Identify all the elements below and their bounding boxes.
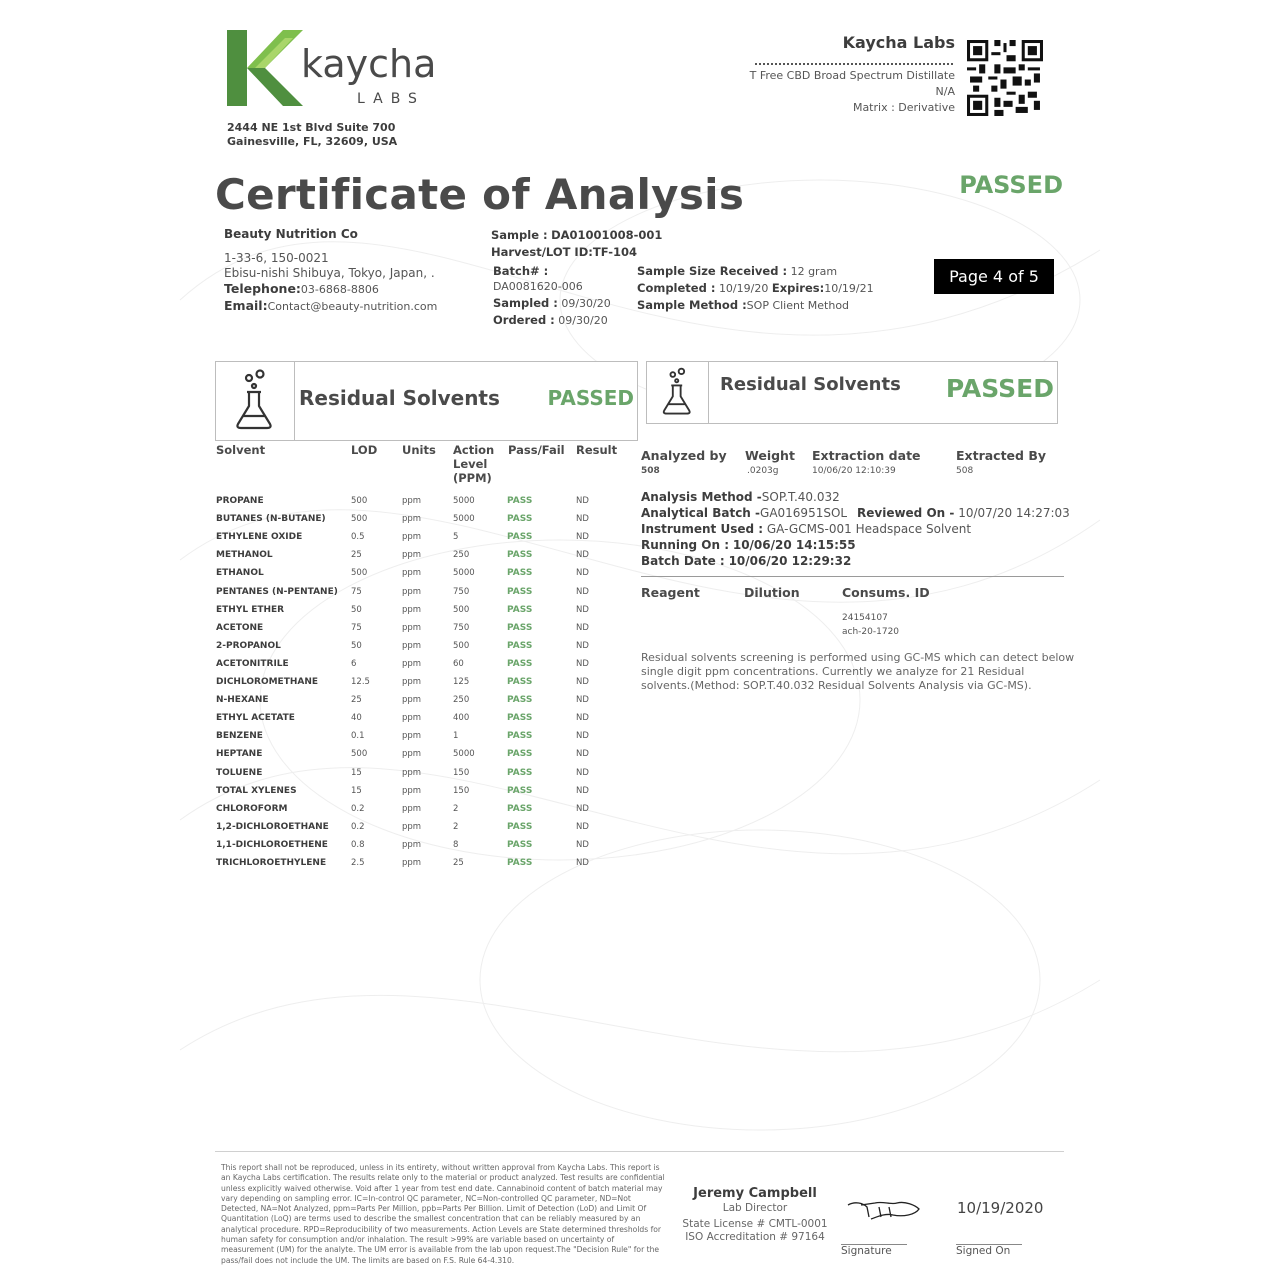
reagent-label: Reagent — [641, 585, 700, 600]
sample-label: Sample : — [491, 228, 548, 242]
solvent-name: ETHYL ETHER — [216, 604, 285, 615]
solvent-pass-fail: PASS — [507, 695, 533, 706]
email-value: Contact@beauty-nutrition.com — [267, 300, 438, 313]
consums-label: Consums. ID — [842, 585, 930, 600]
solvent-result: ND — [576, 839, 589, 850]
col-action-line3: (PPM) — [453, 471, 492, 485]
solvent-lod: 500 — [351, 749, 368, 760]
size-value: 12 gram — [790, 265, 838, 278]
table-row — [216, 605, 636, 619]
solvent-action-level: 250 — [453, 550, 470, 561]
solvent-result: ND — [576, 550, 589, 561]
solvent-lod: 500 — [351, 568, 368, 579]
email-label: Email: — [224, 298, 268, 313]
analytical-batch-value: GA016951SOL — [760, 506, 848, 520]
size-label: Sample Size Received : — [637, 264, 788, 278]
method-value: SOP Client Method — [746, 299, 850, 312]
solvent-units: ppm — [402, 622, 422, 633]
page-title: Certificate of Analysis — [215, 170, 745, 219]
solvent-action-level: 500 — [453, 604, 470, 615]
analyzed-by-label: Analyzed by — [641, 448, 727, 463]
left-panel-status: PASSED — [547, 386, 634, 410]
batch-info — [493, 263, 611, 329]
solvent-action-level: 125 — [453, 677, 470, 687]
solvent-result: ND — [576, 785, 589, 796]
solvent-pass-fail: PASS — [507, 622, 533, 633]
solvent-name: ACETONITRILE — [216, 658, 289, 669]
right-panel-status: PASSED — [945, 374, 1054, 403]
reviewed-on-value: 10/07/20 14:27:03 — [958, 506, 1070, 520]
solvent-name: N-HEXANE — [216, 695, 269, 706]
table-row — [216, 804, 636, 818]
solvent-name: ETHYLENE OXIDE — [216, 532, 303, 543]
solvent-units: ppm — [402, 586, 422, 597]
solvent-pass-fail: PASS — [507, 532, 533, 543]
solvent-pass-fail: PASS — [507, 713, 533, 724]
solvent-lod: 0.1 — [351, 731, 365, 742]
solvent-action-level: 1 — [453, 731, 459, 742]
running-on — [641, 538, 856, 552]
lab-name: Kaycha Labs — [842, 33, 955, 52]
method-note-line1: Residual solvents screening is performed using GC-MS which can detect below — [641, 651, 1075, 664]
logo-word: kaycha — [301, 42, 437, 86]
solvent-action-level: 8 — [453, 839, 459, 850]
ordered-label: Ordered : — [493, 313, 555, 327]
disclaimer-text: This report shall not be reproduced, unless in its entirety, without written approval from Kaycha Labs. This report is an Kaycha Labs certification. The results relate only to the material or product analyzed. Test results are confidential unless explicitly waived otherwise. Void after 1 year from test end date. Cannabinoid content of batch material may vary depending on sampling error. IC=In-control QC parameter, NC=Non-controlled QC parameter, ND=Not Detected, NA=Not Analyzed, ppm=Parts Per Million, ppb=Parts Per Billion. Limit of Detection (LoD) and Limit Of Quantitation (LoQ) are terms used to describe the smallest concentration that can be reliably measured by an analytical procedure. RPD=Reproducibility of two measurements. Action Levels are State determined thresholds for human safety for consumption and/or inhalation. The result >99% are variable based on uncertainty of measurement (UM) for the analyte. The UM error is available from the lab upon request.The "Decision Rule" for the pass/fail does not include the UM. The limits are based on F.S. Rule 64-4.310. — [221, 1163, 665, 1265]
analysis-method-value: SOP.T.40.032 — [761, 490, 840, 504]
solvent-name: ACETONE — [216, 622, 264, 633]
signature-image-icon — [845, 1195, 925, 1225]
solvent-pass-fail: PASS — [507, 604, 533, 615]
footer-divider — [215, 1151, 1064, 1152]
batch-label: Batch# : — [493, 264, 549, 278]
solvent-pass-fail: PASS — [507, 658, 533, 669]
solvent-units: ppm — [402, 713, 422, 724]
solvent-name: BENZENE — [216, 731, 263, 742]
solvent-lod: 0.8 — [351, 839, 365, 850]
analytical-batch — [641, 506, 847, 520]
right-panel-title: Residual Solvents — [720, 374, 901, 395]
reviewed-on — [857, 506, 1070, 520]
solvent-lod: 75 — [351, 586, 362, 597]
solvent-result: ND — [576, 749, 589, 760]
solvent-units: ppm — [402, 514, 422, 525]
solvent-result: ND — [576, 677, 589, 687]
lab-address-line1: 2444 NE 1st Blvd Suite 700 — [227, 121, 396, 134]
solvent-result: ND — [576, 803, 589, 814]
solvent-action-level: 750 — [453, 586, 470, 597]
col-passfail: Pass/Fail — [508, 443, 565, 457]
product-matrix: Matrix : Derivative — [852, 101, 955, 114]
consums-id-2: ach-20-1720 — [842, 627, 900, 637]
expires-label: Expires: — [771, 281, 825, 295]
table-row — [216, 840, 636, 854]
solvent-result: ND — [576, 640, 589, 651]
reviewed-on-label: Reviewed On - — [857, 506, 955, 520]
solvent-result: ND — [576, 532, 589, 543]
solvent-pass-fail: PASS — [507, 496, 533, 506]
solvent-lod: 0.2 — [351, 803, 365, 814]
sample-info — [491, 227, 662, 261]
col-action-level — [453, 443, 494, 485]
lab-divider — [755, 63, 953, 65]
signed-on-label: Signed On — [956, 1245, 1011, 1257]
flask-icon — [647, 362, 708, 423]
weight-label: Weight — [745, 448, 795, 463]
sampled-value: 09/30/20 — [561, 297, 611, 310]
batch-date-value: 10/06/20 12:29:32 — [728, 554, 852, 568]
solvent-pass-fail: PASS — [507, 586, 533, 597]
solvent-name: DICHLOROMETHANE — [216, 677, 319, 687]
solvent-result: ND — [576, 821, 589, 832]
col-action-line2: Level — [453, 457, 488, 471]
solvent-name: HEPTANE — [216, 749, 263, 760]
instrument-used — [641, 522, 971, 536]
solvent-units: ppm — [402, 803, 422, 814]
solvent-lod: 500 — [351, 514, 368, 525]
left-panel-header — [215, 361, 638, 441]
extracted-by-label: Extracted By — [956, 448, 1047, 463]
solvent-action-level: 250 — [453, 695, 470, 706]
solvent-lod: 12.5 — [351, 677, 370, 687]
table-row — [216, 786, 636, 800]
extraction-date-label: Extraction date — [812, 448, 921, 463]
kaycha-k-mark-icon — [225, 28, 305, 108]
instrument-value: GA-GCMS-001 Headspace Solvent — [766, 522, 972, 536]
solvent-name: PENTANES (N-PENTANE) — [216, 586, 338, 597]
solvent-name: 2-PROPANOL — [216, 640, 281, 651]
signed-date: 10/19/2020 — [957, 1199, 1044, 1217]
solvent-action-level: 150 — [453, 785, 470, 796]
sampled-label: Sampled : — [493, 296, 558, 310]
solvent-action-level: 150 — [453, 767, 470, 778]
solvent-lod: 75 — [351, 622, 362, 633]
solvent-action-level: 2 — [453, 821, 459, 832]
solvent-units: ppm — [402, 568, 422, 579]
table-row — [216, 568, 636, 582]
completed-value: 10/19/20 — [718, 282, 769, 295]
solvent-pass-fail: PASS — [507, 514, 533, 525]
col-solvent: Solvent — [216, 443, 266, 457]
lot-label: Harvest/LOT ID: — [491, 245, 593, 259]
flask-icon — [216, 362, 294, 440]
solvent-pass-fail: PASS — [507, 858, 533, 868]
solvent-action-level: 500 — [453, 640, 470, 651]
consums-id-1: 24154107 — [842, 613, 888, 623]
lot-value: TF-104 — [592, 245, 637, 259]
sample-id: DA01001008-001 — [551, 228, 663, 242]
solvent-units: ppm — [402, 858, 422, 868]
solvent-name: TRICHLOROETHYLENE — [216, 858, 327, 868]
solvent-action-level: 400 — [453, 713, 470, 724]
solvent-lod: 50 — [351, 640, 362, 651]
table-row — [216, 822, 636, 836]
product-name: T Free CBD Broad Spectrum Distillate — [749, 69, 955, 82]
left-panel-icon-cell — [216, 362, 295, 440]
solvent-pass-fail: PASS — [507, 640, 533, 651]
dilution-label: Dilution — [744, 585, 800, 600]
table-row — [216, 587, 636, 601]
col-units: Units — [402, 443, 436, 457]
solvent-units: ppm — [402, 640, 422, 651]
solvent-lod: 15 — [351, 767, 362, 778]
solvent-name: ETHYL ACETATE — [216, 713, 295, 724]
table-row — [216, 858, 636, 872]
analysis-method — [641, 490, 840, 504]
client-name: Beauty Nutrition Co — [224, 227, 358, 241]
batch-date — [641, 554, 851, 568]
completed-label: Completed : — [637, 281, 716, 295]
method-note-line2: single digit ppm concentrations. Currently we analyze for 21 Residual — [641, 665, 1025, 678]
analysis-method-label: Analysis Method - — [641, 490, 762, 504]
solvent-lod: 0.2 — [351, 821, 365, 832]
solvent-result: ND — [576, 604, 589, 615]
solvent-pass-fail: PASS — [507, 677, 533, 687]
solvent-result: ND — [576, 713, 589, 724]
solvent-pass-fail: PASS — [507, 731, 533, 742]
ordered-value: 09/30/20 — [558, 314, 608, 327]
solvent-pass-fail: PASS — [507, 749, 533, 760]
instrument-label: Instrument Used : — [641, 522, 764, 536]
solvent-pass-fail: PASS — [507, 839, 533, 850]
col-result: Result — [576, 443, 618, 457]
table-row — [216, 496, 636, 510]
solvent-result: ND — [576, 858, 589, 868]
method-label: Sample Method : — [637, 298, 747, 312]
solvent-name: CHLOROFORM — [216, 803, 288, 814]
solvent-result: ND — [576, 586, 589, 597]
table-row — [216, 713, 636, 727]
solvent-name: 1,2-DICHLOROETHANE — [216, 821, 329, 832]
solvent-units: ppm — [402, 532, 422, 543]
batch-value: DA0081620-006 — [493, 280, 583, 293]
solvent-pass-fail: PASS — [507, 821, 533, 832]
solvent-pass-fail: PASS — [507, 568, 533, 579]
analytical-batch-label: Analytical Batch - — [641, 506, 761, 520]
solvent-result: ND — [576, 695, 589, 706]
solvent-lod: 25 — [351, 550, 362, 561]
table-row — [216, 695, 636, 709]
solvent-result: ND — [576, 658, 589, 669]
solvent-name: TOTAL XYLENES — [216, 785, 297, 796]
table-header-rule — [215, 440, 636, 441]
kaycha-logo — [225, 28, 445, 118]
table-row — [216, 659, 636, 673]
solvent-pass-fail: PASS — [507, 785, 533, 796]
sample-dates — [637, 263, 874, 314]
solvent-action-level: 750 — [453, 622, 470, 633]
solvent-name: BUTANES (N-BUTANE) — [216, 514, 326, 525]
page-indicator: Page 4 of 5 — [934, 259, 1054, 294]
solvent-action-level: 5000 — [453, 749, 475, 760]
qr-code-icon — [967, 40, 1043, 116]
client-info — [224, 227, 437, 313]
solvent-units: ppm — [402, 695, 422, 706]
right-panel-header — [646, 361, 1058, 424]
solvent-result: ND — [576, 568, 589, 579]
solvent-lod: 25 — [351, 695, 362, 706]
telephone-label: Telephone: — [224, 281, 301, 296]
lab-address-line2: Gainesville, FL, 32609, USA — [227, 135, 398, 148]
weight-value: .0203g — [747, 466, 779, 476]
solvent-name: TOLUENE — [216, 767, 263, 778]
solvent-units: ppm — [402, 496, 422, 506]
solvent-result: ND — [576, 622, 589, 633]
solvent-pass-fail: PASS — [507, 550, 533, 561]
solvent-units: ppm — [402, 677, 422, 687]
left-panel-title: Residual Solvents — [299, 386, 500, 410]
right-panel-icon-cell — [647, 362, 709, 423]
product-na: N/A — [935, 85, 955, 98]
method-note — [641, 651, 1074, 693]
solvent-action-level: 5000 — [453, 514, 475, 525]
solvent-lod: 500 — [351, 496, 368, 506]
expires-value: 10/19/21 — [824, 282, 874, 295]
solvent-lod: 50 — [351, 604, 362, 615]
table-row — [216, 550, 636, 564]
solvent-name: 1,1-DICHLOROETHENE — [216, 839, 328, 850]
director-name: Jeremy Campbell — [693, 1186, 817, 1201]
method-note-line3: solvents.(Method: SOP.T.40.032 Residual Solvents Analysis via GC-MS). — [641, 679, 1032, 692]
table-row — [216, 623, 636, 637]
batch-date-label: Batch Date : — [641, 554, 725, 568]
solvent-units: ppm — [402, 658, 422, 669]
solvent-action-level: 5 — [453, 532, 459, 543]
solvent-name: ETHANOL — [216, 568, 264, 579]
solvent-name: PROPANE — [216, 496, 264, 506]
table-row — [216, 731, 636, 745]
solvent-result: ND — [576, 767, 589, 778]
table-row — [216, 641, 636, 655]
client-address2: Ebisu-nishi Shibuya, Tokyo, Japan, . — [224, 266, 435, 280]
extraction-date-value: 10/06/20 12:10:39 — [812, 466, 896, 476]
signature-label: Signature — [841, 1245, 892, 1257]
solvent-units: ppm — [402, 731, 422, 742]
solvent-action-level: 2 — [453, 803, 459, 814]
solvent-result: ND — [576, 514, 589, 525]
solvent-result: ND — [576, 496, 589, 506]
solvent-units: ppm — [402, 604, 422, 615]
solvent-lod: 40 — [351, 713, 362, 724]
running-on-label: Running On : — [641, 538, 730, 552]
solvent-pass-fail: PASS — [507, 767, 533, 778]
solvent-units: ppm — [402, 550, 422, 561]
solvent-action-level: 60 — [453, 658, 464, 669]
table-row — [216, 768, 636, 782]
col-lod: LOD — [351, 443, 378, 457]
solvent-lod: 0.5 — [351, 532, 365, 543]
state-license: State License # CMTL-0001 — [682, 1218, 828, 1230]
analyzed-by-value: 508 — [641, 466, 660, 476]
solvent-units: ppm — [402, 767, 422, 778]
client-address1: 1-33-6, 150-0021 — [224, 251, 329, 265]
solvent-action-level: 25 — [453, 858, 464, 868]
running-on-value: 10/06/20 14:15:55 — [732, 538, 856, 552]
logo-sub: LABS — [357, 91, 425, 107]
table-row — [216, 677, 636, 691]
solvent-units: ppm — [402, 821, 422, 832]
solvent-result: ND — [576, 731, 589, 742]
overall-status-badge: PASSED — [959, 171, 1063, 199]
table-row — [216, 749, 636, 763]
solvent-lod: 15 — [351, 785, 362, 796]
solvent-units: ppm — [402, 785, 422, 796]
col-action-line1: Action — [453, 443, 495, 457]
analysis-divider — [641, 576, 1064, 577]
iso-accreditation: ISO Accreditation # 97164 — [685, 1231, 825, 1243]
lab-director-block — [680, 1186, 830, 1243]
director-title: Lab Director — [722, 1202, 788, 1214]
solvent-lod: 2.5 — [351, 858, 365, 868]
table-row — [216, 514, 636, 528]
solvent-units: ppm — [402, 839, 422, 850]
table-row — [216, 532, 636, 546]
solvent-pass-fail: PASS — [507, 803, 533, 814]
solvent-units: ppm — [402, 749, 422, 760]
solvent-lod: 6 — [351, 658, 357, 669]
extracted-by-value: 508 — [956, 466, 974, 476]
solvent-name: METHANOL — [216, 550, 273, 561]
solvent-action-level: 5000 — [453, 496, 475, 506]
telephone-value: 03-6868-8806 — [300, 283, 379, 296]
solvent-action-level: 5000 — [453, 568, 475, 579]
